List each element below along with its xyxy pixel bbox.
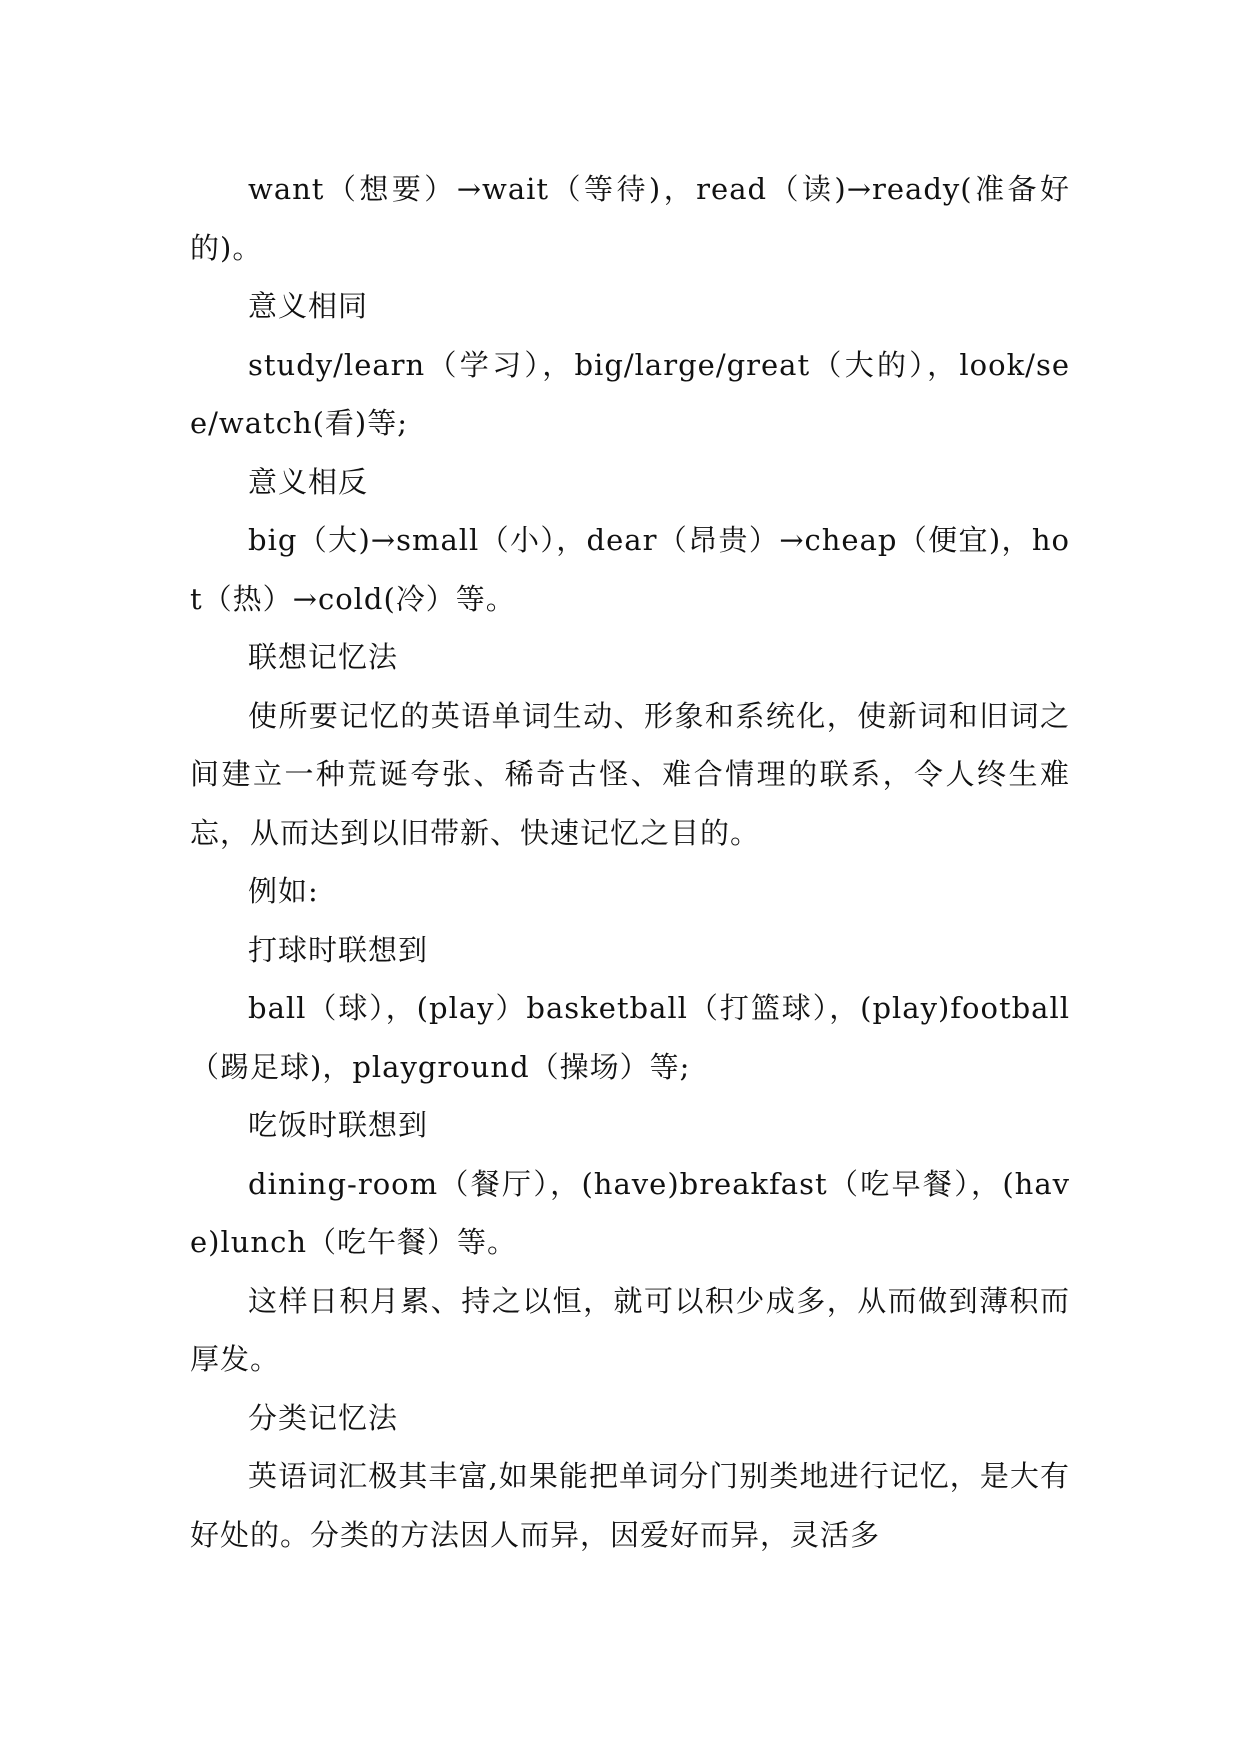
paragraph-ball-words: ball（球），(play）basketball（打篮球），(play)football（踢足球)，playground（操场）等; [190, 991, 1070, 1084]
paragraph-want-wait-read-ready: want（想要）→wait（等待)，read（读)→ready(准备好的)。 [190, 172, 1070, 265]
paragraph-accumulate: 这样日积月累、持之以恒，就可以积少成多，从而做到薄积而厚发。 [190, 1283, 1070, 1376]
heading-category-memory: 分类记忆法 [248, 1400, 399, 1435]
heading-same-meaning: 意义相同 [248, 289, 369, 323]
heading-association-memory: 联想记忆法 [248, 640, 399, 674]
paragraph-synonyms: study/learn（学习），big/large/great（大的），look/see/watch(看)等; [190, 347, 1070, 440]
paragraph-meal-words: dining-room（餐厅），(have)breakfast（吃早餐），(have)lunch（吃午餐）等。 [190, 1166, 1070, 1259]
document-body [190, 160, 1070, 1564]
subheading-playing-ball: 打球时联想到 [248, 932, 429, 967]
subheading-eating: 吃饭时联想到 [248, 1108, 429, 1142]
paragraph-for-example: 例如: [248, 874, 319, 908]
paragraph-antonyms: big（大)→small（小），dear（昂贵）→cheap（便宜)，hot（热）→cold(冷）等。 [190, 523, 1070, 616]
paragraph-category-description: 英语词汇极其丰富,如果能把单词分门别类地进行记忆，是大有好处的。分类的方法因人而异，因爱好而异，灵活多 [190, 1459, 1070, 1552]
paragraph-association-description: 使所要记忆的英语单词生动、形象和系统化，使新词和旧词之间建立一种荒诞夸张、稀奇古怪、难合情理的联系，令人终生难忘，从而达到以旧带新、快速记忆之目的。 [190, 698, 1070, 850]
heading-opposite-meaning: 意义相反 [248, 464, 369, 499]
